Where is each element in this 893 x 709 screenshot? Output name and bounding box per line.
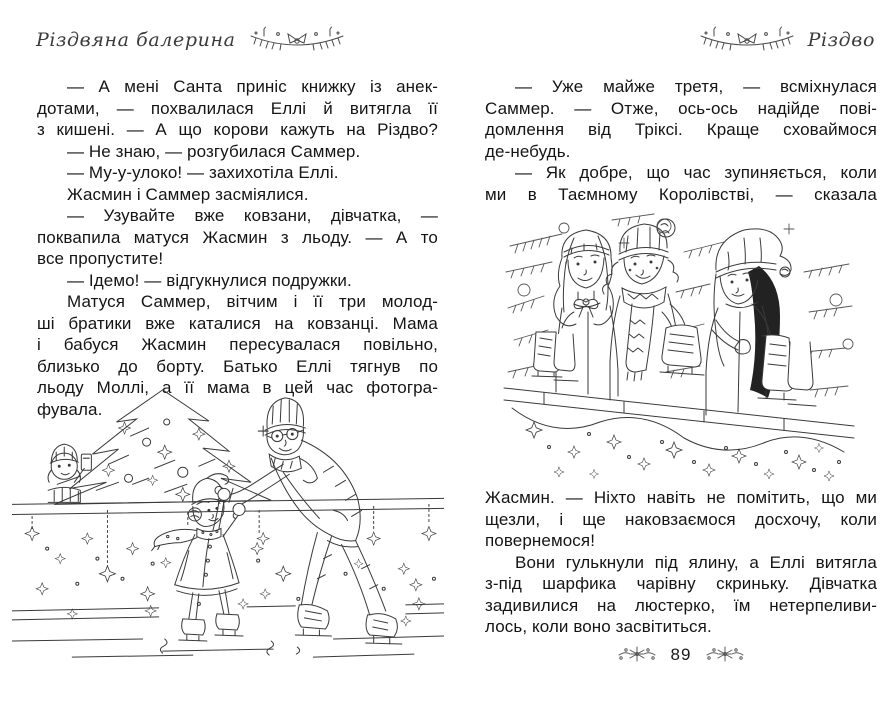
text-line: близько до борту. Батько Еллі тягнув по	[37, 356, 438, 376]
text-line: дотами, — похвалилася Еллі й витягла її	[37, 98, 438, 118]
text-line: — А мені Санта приніс книжку із анек-	[67, 77, 438, 96]
text-line: — Узувайте вже ковзани, дівчатка, —	[67, 206, 438, 225]
three-girls-with-skates-drawing	[503, 212, 855, 484]
right-page-illustration	[503, 212, 855, 484]
text-line: Матуся Саммер, вітчим і її три молод-	[67, 292, 438, 311]
left-running-head	[36, 26, 346, 54]
right-running-head	[698, 26, 875, 54]
text-line: з кишені. — А що корови кажуть на Різдво?	[37, 120, 438, 139]
text-line: лось, коли воно засвітиться.	[485, 617, 712, 636]
page-footer	[485, 645, 877, 665]
page-number: 89	[670, 645, 692, 664]
text-line: все пропустите!	[37, 249, 164, 268]
text-line: Жасмин і Саммер засміялися.	[67, 184, 309, 204]
text-line: Жасмин. — Ніхто навіть не помітить, що ми	[485, 488, 877, 507]
text-line: льоду Моллі, а її мама в цей час фотогра-	[37, 378, 438, 397]
text-line: Саммер. — Отже, ось-ось надійде пові-	[485, 98, 877, 118]
snowflake-sprig-icon	[705, 645, 745, 665]
left-text-column	[37, 76, 438, 420]
right-text-column-top	[485, 76, 877, 205]
text-line: і бабуся Жасмин пересувалася повільно,	[37, 335, 438, 354]
text-line: де-небудь.	[485, 141, 571, 161]
text-line: з-під шарфика чарівну скриньку. Дівчатка	[485, 574, 877, 593]
text-line: — Ідемо! — відгукнулися подружки.	[67, 270, 352, 290]
text-line: ші братики вже каталися на ковзанці. Мама	[37, 313, 438, 333]
christmas-garland-icon	[248, 26, 346, 54]
text-line: — Як добре, що час зупиняється, коли	[515, 163, 877, 182]
book-title: Різдвяна балерина	[36, 29, 236, 51]
ice-skating-scene-drawing	[12, 386, 444, 666]
text-line: — Не знаю, — розгубилася Саммер.	[67, 141, 361, 161]
chapter-title: Різдво	[807, 29, 875, 51]
text-line: домлення від Тріксі. Краще сховаймося	[485, 120, 877, 139]
right-text-column-bottom	[485, 487, 877, 638]
snowflake-sprig-icon	[617, 645, 657, 665]
text-line: фувала.	[37, 399, 103, 419]
christmas-garland-icon	[698, 26, 796, 54]
text-line: задивилися на люстерко, їм нетерпеливи-	[485, 595, 877, 615]
left-page-illustration	[12, 386, 444, 666]
text-line: ми в Таємному Королівстві, — сказала	[485, 184, 877, 204]
text-line: щезли, і ще наковзаємося досхочу, коли	[485, 509, 877, 529]
text-line: повернемося!	[485, 531, 596, 550]
text-line: Вони гулькнули під ялину, а Еллі витягла	[515, 552, 877, 572]
text-line: — Му-у-улоко! — захихотіла Еллі.	[67, 163, 339, 182]
text-line: поквапила матуся Жасмин з льоду. — А то	[37, 227, 438, 247]
text-line: — Уже майже третя, — всміхнулася	[515, 77, 877, 96]
